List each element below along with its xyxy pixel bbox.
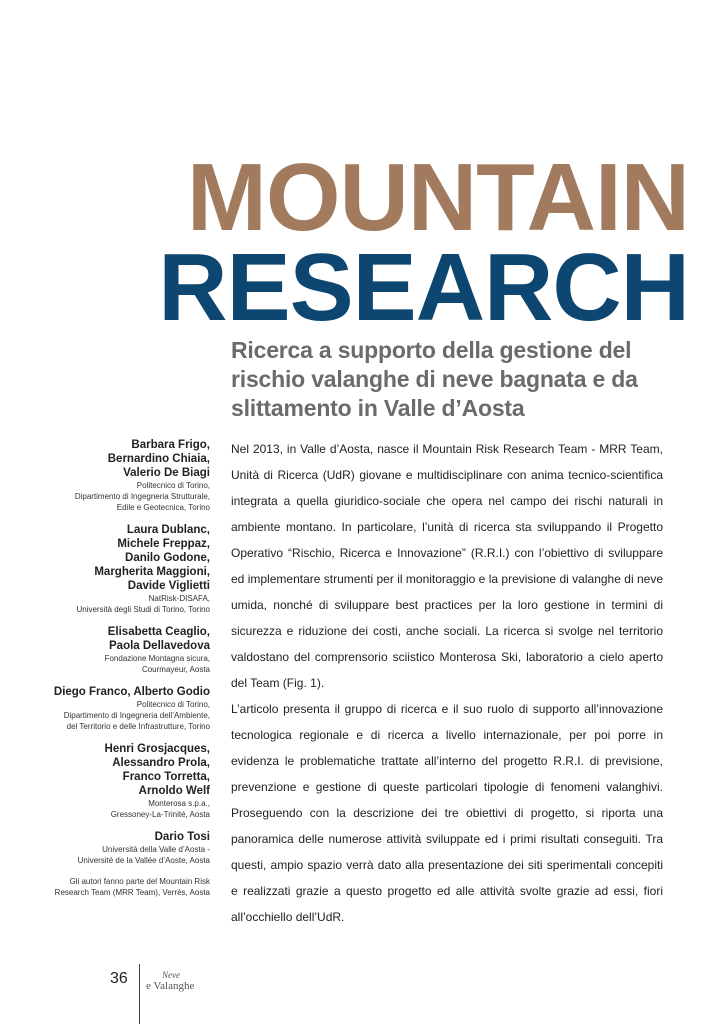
author-affiliation: Monterosa s.p.a., [148,799,210,808]
author-name: Diego Franco, Alberto Godio [53,686,210,698]
author-name: Paola Dellavedova [109,640,210,652]
author-name: Arnoldo Welf [138,785,210,797]
article-subtitle: Ricerca a supporto della gestione del rischio valanghe di neve bagnata e da slittamento in Valle d’Aosta [231,337,638,421]
author-name: Dario Tosi [154,831,210,843]
author-affiliation: NatRisk-DISAFA, [148,594,210,603]
author-name: Elisabetta Ceaglio, [107,626,210,638]
footer-divider [139,964,140,1024]
author-group [40,685,210,732]
neve-e-valanghe-logo [146,968,206,992]
article-body [231,436,663,930]
author-affiliation: Dipartimento di Ingegneria Strutturale, [74,492,210,501]
author-affiliation: Università della Valle d’Aosta - [102,845,210,854]
author-name: Bernardino Chiaia, [107,453,210,465]
author-name: Davide Viglietti [127,580,210,592]
logo-line-1: Neve [162,970,180,980]
author-group [40,625,210,675]
author-affiliation: Fondazione Montagna sicura, [104,654,210,663]
author-name: Valerio De Biagi [123,467,210,479]
author-list [40,438,210,898]
author-affiliation: Dipartimento di Ingegneria dell’Ambiente, [63,711,210,720]
author-name: Henri Grosjacques, [104,743,210,755]
title-mountain: MOUNTAIN [186,144,689,251]
page-number: 36 [110,970,128,987]
body-paragraph: Nel 2013, in Valle d’Aosta, nasce il Mountain Risk Research Team - MRR Team, Unità di Ricerca (UdR) giovane e multidisciplinare con anima tecnico-scientifica integrata a quella giuridico-sociale che opera nel campo dei rischi naturali in ambiente montano. In particolare, l’unità di ricerca sta sviluppando il Progetto Operativo “Rischio, Ricerca e Innovazione” (R.R.I.) con l’obiettivo di sviluppare ed implementare strumenti per il monitoraggio e la previsione di valanghe di neve umida, nonché di sviluppare best practices per la loro gestione in termini di sicurezza e riduzione dei costi, anche sociali. La ricerca si svolge nel territorio valdostano del comprensorio sciistico Monterosa Ski, laboratorio a cielo aperto del Team (Fig. 1). [231,442,663,690]
author-affiliation: Université de la Vallée d’Aoste, Aosta [77,856,210,865]
author-group [40,438,210,513]
author-name: Franco Torretta, [122,771,210,783]
author-name: Danilo Godone, [125,552,210,564]
author-affiliation: Courmayeur, Aosta [141,665,210,674]
author-group [40,830,210,866]
author-name: Alessandro Prola, [112,757,210,769]
logo-line-2: e Valanghe [146,980,195,992]
author-affiliation: Università degli Studi di Torino, Torino [76,605,210,614]
author-group [40,523,210,615]
author-name: Margherita Maggioni, [94,566,210,578]
author-affiliation: Gressoney-La-Trinité, Aosta [110,810,210,819]
title-research: RESEARCH [158,234,689,341]
authors-footnote: Gli autori fanno parte del Mountain Risk Research Team (MRR Team), Verrès, Aosta [54,877,210,897]
author-affiliation: Politecnico di Torino, [136,700,210,709]
author-affiliation: del Territorio e delle Infrastrutture, Torino [66,722,210,731]
author-group [40,742,210,820]
author-affiliation: Politecnico di Torino, [136,481,210,490]
author-name: Barbara Frigo, [131,439,210,451]
author-name: Michele Freppaz, [117,538,210,550]
author-name: Laura Dublanc, [126,524,210,536]
author-affiliation: Edile e Geotecnica, Torino [116,503,210,512]
body-paragraph: L’articolo presenta il gruppo di ricerca e il suo ruolo di supporto all’innovazione tecnologica regionale e di ricerca a livello internazionale, per poi porre in evidenza le problematiche trattate all’interno del progetto R.R.I. di previsione, prevenzione e gestione di queste particolari tipologie di fenomeni valanghivi. Proseguendo con la descrizione dei tre obiettivi di progetto, si riporta una panoramica delle numerose attività sviluppate ed i primi risultati conseguiti. Tra questi, ampio spazio verrà dato alla presentazione dei siti sperimentali concepiti e realizzati grazie a questo progetto ed alle attività svolte grazie ad essi, fiori all’occhiello dell’UdR. [231,702,663,924]
